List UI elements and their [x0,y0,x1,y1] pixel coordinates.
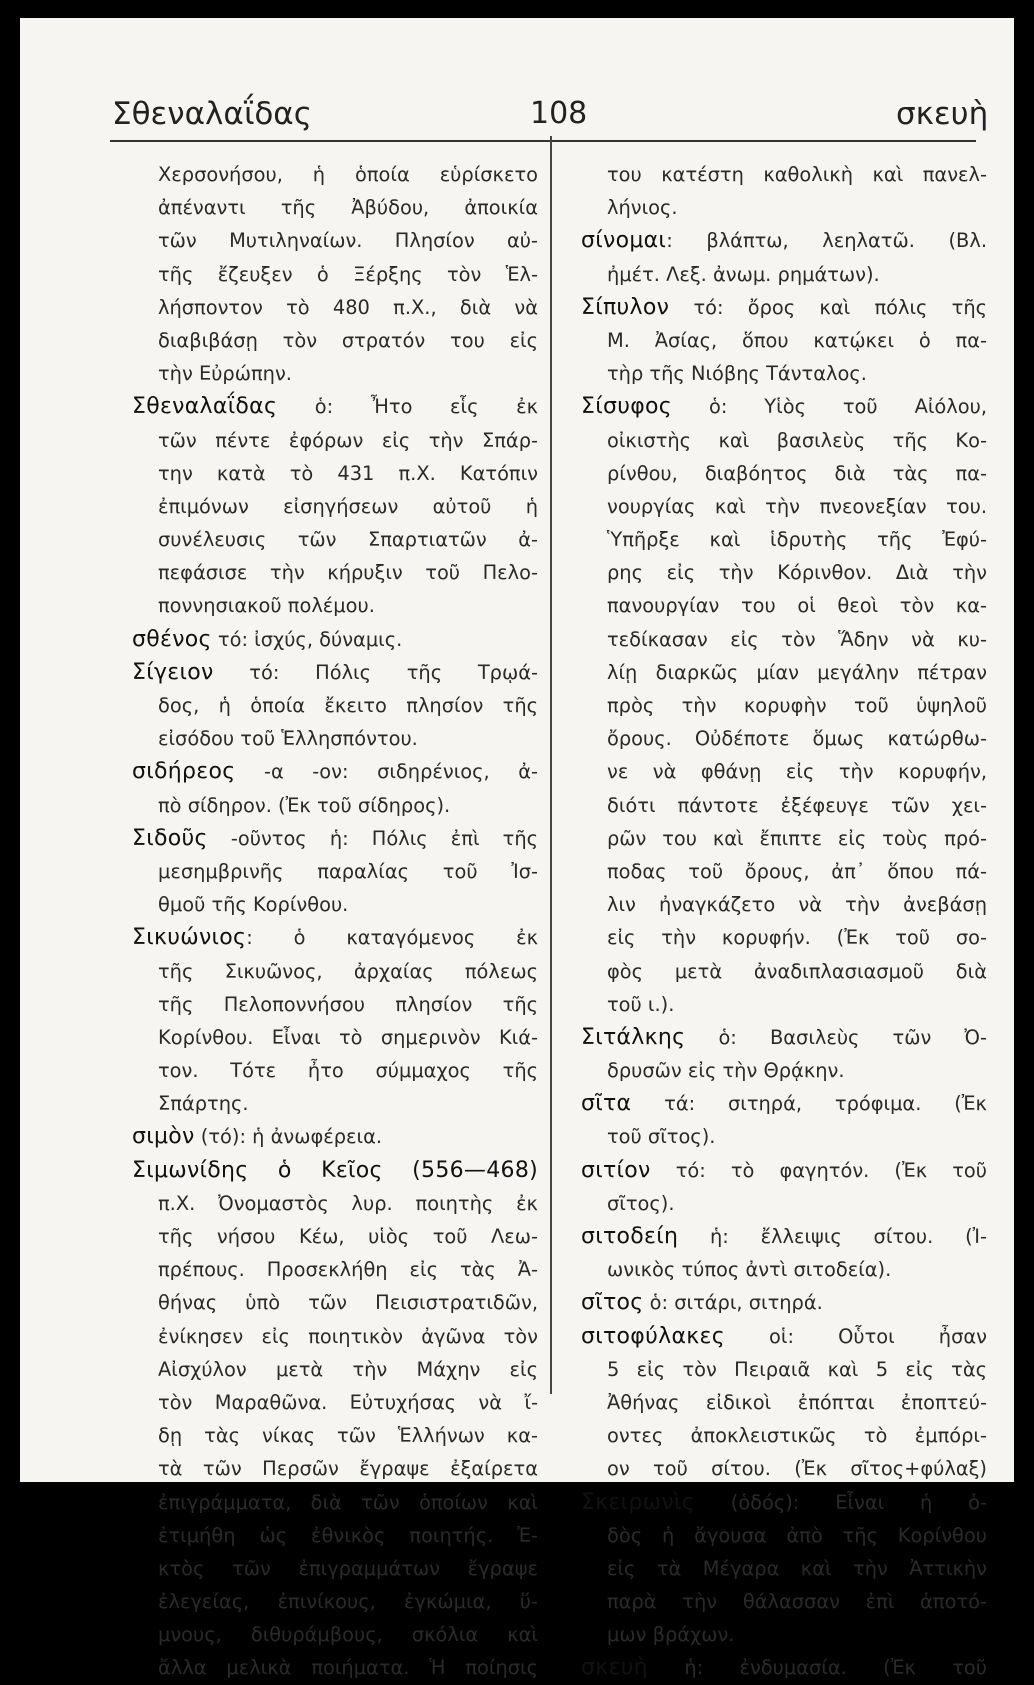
entry-text: ἐνίκησεν εἰς ποιητικὸν ἀγῶνα τὸν [158,1324,538,1348]
entry-headword: σιμὸν [132,1124,195,1150]
entry-headword: Σίπυλον [581,294,670,320]
entry-text: λήσποντον τὸ 480 π.Χ., διὰ νὰ [158,295,538,319]
entry-text: εἰς τὰ Μέγαρα καὶ τὴν Ἀττικὴν [607,1556,987,1580]
entry-text: τά: σιτηρά, τρόφιμα. (Ἐκ [631,1092,987,1116]
entry-text: ὁ: Υἱὸς τοῦ Αἰόλου, [672,395,987,419]
entry-text: εἰσόδου τοῦ Ἑλλησπόντου. [158,727,418,751]
header-rule [110,140,976,142]
entry-text: οἱ: Οὗτοι ἦσαν [724,1324,987,1348]
entry-line [581,523,987,556]
entry-headword: σκευὴ [581,1655,648,1681]
entry-text: τον. Τότε ἦτο σύμμαχος τῆς [158,1059,538,1083]
entry-line [581,457,987,490]
entry-line [581,589,987,622]
entry-text: τῶν Μυτιληναίων. Πλησίον αὐ- [158,229,538,253]
entry-text: ἄλλα μελικὰ ποιήματα. Ἡ ποίησις [158,1656,538,1680]
entry-text: οντες ἀποκλειστικῶς τὸ ἐμπόρι- [607,1424,987,1448]
entry-text: Ἀθήνας εἰδικοὶ ἐπόπται ἐποπτεύ- [607,1390,987,1414]
entry-line [581,921,987,954]
entry-text: τό: τὸ φαγητόν. (Ἐκ τοῦ [650,1158,987,1182]
entry-line [581,955,987,988]
entry-text: δῃ τὰς νίκας τῶν Ἑλλήνων κα- [158,1424,538,1448]
entry-text: τὸν Μαραθῶνα. Εὐτυχήσας νὰ ἴ- [158,1390,538,1414]
entry-text: λήνιος. [607,196,678,220]
entry-text: Ὑπῆρξε καὶ ἱδρυτὴς τῆς Ἐφύ- [607,528,987,552]
entry-line [132,1618,538,1651]
entry-text: θήνας ὑπὸ τῶν Πεισιστρατιδῶν, [158,1291,538,1315]
entry-text: διαβιβάσῃ τὸν στρατόν του εἰς [158,328,538,352]
entry-text: τὴρ τῆς Νιόβης Τάνταλος. [607,362,867,386]
entry-text: δος, ἡ ὁποία ἔκειτο πλησίον τῆς [158,694,538,717]
entry-text: θμοῦ τῆς Κορίνθου. [158,893,349,917]
entry-text: Σπάρτης. [158,1092,249,1116]
entry-line [132,1486,538,1519]
entry-line [132,291,538,324]
entry-line [581,855,987,888]
entry-text: τό: ἰσχύς, δύναμις. [211,627,403,651]
entry-line [132,1585,538,1618]
entry-text: ἐλεγείας, ἐπινίκους, ἐγκώμια, ὕ- [158,1590,538,1614]
entry-line [581,1386,987,1419]
entry-line [581,1618,987,1651]
entry-headword: σιτοδείη [581,1224,679,1249]
entry-text: ρῶν του καὶ ἔπιπτε εἰς τοὺς πρό- [607,826,987,850]
header-first-headword: Σθεναλαΐδας [112,96,312,132]
entry-line [132,955,538,988]
entry-line [132,1021,538,1054]
entry-text: ὁ: Βασιλεὺς τῶν Ὀ- [685,1025,987,1049]
entry-line [581,656,987,689]
entry-line [132,357,538,390]
entry-text: πρέπους. Προσεκλήθη εἰς τὰς Ἀ- [158,1258,538,1282]
entry-line [581,789,987,822]
entry-text: ποννησιακοῦ πολέμου. [158,594,375,618]
entry-line [132,1220,538,1253]
entry-line [132,822,538,855]
entry-text: Μ. Ἀσίας, ὅπου κατῴκει ὁ πα- [607,328,987,352]
entry-text: φὸς μετὰ ἀναδιπλασιασμοῦ διὰ [607,959,987,983]
entry-text: πανουργίαν του οἱ θεοὶ τὸν κα- [607,594,987,618]
entry-headword: σιδήρεος [132,759,236,785]
entry-headword: Σίγειον [132,659,214,685]
entry-line [581,1154,987,1187]
right-column [581,158,987,1685]
entry-text: -α -ον: σιδηρένιος, ἀ- [235,760,538,784]
entry-text: ἠμέτ. Λεξ. ἀνωμ. ρημάτων). [607,262,880,286]
left-column [132,158,538,1685]
entry-line [132,191,538,224]
entry-text: εἰς τὴν κορυφήν. (Ἐκ τοῦ σο- [607,926,987,950]
entry-line [132,258,538,291]
entry-text: ωνικὸς τύπος ἀντὶ σιτοδεία). [607,1258,892,1282]
entry-line [132,424,538,457]
entry-line [132,689,538,722]
entry-text: (ὁδός): Εἶναι ἡ ὁ- [694,1490,987,1514]
entry-line [581,1054,987,1087]
entry-line [132,1651,538,1684]
entry-line [132,1320,538,1353]
entry-text: : βλάπτω, λεηλατῶ. (Βλ. [666,229,987,253]
entry-line [132,1120,538,1153]
entry-headword: σίνομαι [581,228,667,254]
dictionary-page [20,18,1014,1681]
entry-text: τοῦ ι.). [607,992,675,1016]
entry-line [581,1220,987,1253]
entry-headword: σθένος [132,626,212,652]
entry-text: Χερσονήσου, ἡ ὁποία εὑρίσκετο [158,163,538,186]
entry-line [132,1552,538,1585]
entry-line [132,1087,538,1120]
entry-text: τό: ὄρος καὶ πόλις τῆς [669,295,987,319]
entry-text: ρίνθου, διαβόητος διὰ τὰς πα- [607,461,987,485]
entry-headword: Σιμωνίδης ὁ Κεῖος (556—468) [132,1157,538,1183]
entry-text: πρὸς τὴν κορυφὴν τοῦ ὑψηλοῦ [607,694,987,717]
entry-text: συνέλευσις τῶν Σπαρτιατῶν ἀ- [158,528,538,552]
entry-line [581,1120,987,1153]
entry-text: τῶν πέντε ἐφόρων εἰς τὴν Σπάρ- [158,428,538,452]
entry-headword: Σίσυφος [581,394,673,420]
entry-text: τό: Πόλις τῆς Τρῳά- [213,660,538,684]
entry-text: ποδας τοῦ ὄρους, ἀπ᾿ ὅπου πά- [607,859,987,883]
entry-line [581,1519,987,1552]
entry-text: μνους, διθυράμβους, σκόλια καὶ [158,1623,538,1647]
entry-line [581,1353,987,1386]
entry-text: οἰκιστὴς καὶ βασιλεὺς τῆς Κο- [607,428,987,452]
entry-text: δρυσῶν εἰς τὴν Θρᾴκην. [607,1059,845,1083]
entry-line [132,755,538,788]
entry-line [132,1452,538,1485]
entry-text: μων βράχων. [607,1623,735,1647]
entry-text: τῆς νήσου Κέω, υἱὸς τοῦ Λεω- [158,1225,538,1248]
entry-text: μεσημβρινῆς παραλίας τοῦ Ἰσ- [158,859,538,883]
entry-line [132,656,538,689]
entry-text: πεφάσισε τὴν κήρυξιν τοῦ Πελο- [158,561,538,585]
entry-line [581,324,987,357]
entry-line [132,523,538,556]
entry-text: ὁ: Ἦτο εἷς ἐκ [277,395,538,419]
entry-line [581,623,987,656]
entry-line [132,490,538,523]
entry-line [132,589,538,622]
entry-text: τῆς ἔζευξεν ὁ Ξέρξης τὸν Ἑλ- [158,262,538,286]
entry-line [581,1187,987,1220]
entry-text: ἐτιμήθη ὡς ἐθνικὸς ποιητής. Ἐ- [158,1523,538,1547]
entry-line [132,1253,538,1286]
entry-line [581,1286,987,1319]
entry-text: δὸς ἡ ἄγουσα ἀπὸ τῆς Κορίνθου [607,1523,987,1547]
entry-headword: σιτοφύλακες [581,1323,725,1349]
entry-line [581,1021,987,1054]
entry-line [132,158,538,191]
entry-line [581,755,987,788]
entry-text: τοῦ σῖτος). [607,1125,716,1149]
entry-text: ἀπέναντι τῆς Ἀβύδου, ἀποικία [158,196,538,220]
entry-line [581,390,987,423]
entry-line [132,789,538,822]
entry-line [581,490,987,523]
entry-headword: σῖτος [581,1290,644,1316]
entry-line [132,921,538,954]
entry-line [132,1386,538,1419]
entry-headword: Σκειρωνὶς [581,1489,695,1515]
entry-line [581,689,987,722]
entry-text: λιν ἠναγκάζετο νὰ τὴν ἀνεβάσῃ [607,893,987,917]
entry-headword: σιτίον [581,1157,651,1183]
entry-line [581,1552,987,1585]
entry-line [581,1320,987,1353]
entry-text: του κατέστη καθολικὴ καὶ πανελ- [607,163,987,186]
entry-line [581,1585,987,1618]
entry-line [132,1187,538,1220]
entry-line [132,1286,538,1319]
entry-line [581,424,987,457]
entry-text: -οῦντος ἡ: Πόλις ἐπὶ τῆς [207,826,538,850]
entry-text: κτὸς τῶν ἐπιγραμμάτων ἔγραψε [158,1556,538,1580]
entry-line [132,457,538,490]
entry-line [581,291,987,324]
entry-line [581,1253,987,1286]
entry-line [581,224,987,257]
entry-text: 5 εἰς τὸν Πειραιᾶ καὶ 5 εἰς τὰς [607,1357,987,1381]
entry-line [581,158,987,191]
entry-line [581,1452,987,1485]
entry-line [132,1353,538,1386]
entry-line [581,1486,987,1519]
entry-line [581,1087,987,1120]
page-number: 108 [530,96,588,131]
entry-headword: σῖτα [581,1091,632,1117]
entry-text: νε νὰ φθάνῃ εἰς τὴν κορυφήν, [607,760,987,784]
entry-line [581,888,987,921]
entry-text: τεδίκασαν εἰς τὸν Ἅδην νὰ κυ- [607,627,987,651]
entry-line [581,822,987,855]
entry-text: ὁ: σιτάρι, σιτηρά. [643,1291,823,1315]
entry-text: ἡ: ἔλλειψις σίτου. (Ἰ- [678,1225,987,1248]
entry-text: π.Χ. Ὀνομαστὸς λυρ. ποιητὴς ἐκ [158,1191,538,1215]
column-divider [550,136,552,1394]
entry-headword: Σικυώνιος [132,925,247,951]
entry-line [132,623,538,656]
entry-line [132,855,538,888]
entry-line [581,722,987,755]
entry-line [132,224,538,257]
entry-text: τὰ τῶν Περσῶν ἔγραψε ἐξαίρετα [158,1457,538,1481]
entry-text: την κατὰ τὸ 431 π.Χ. Κατόπιν [158,461,538,485]
entry-text: τὴν Εὐρώπην. [158,362,292,386]
entry-line [581,1419,987,1452]
entry-text: : ὁ καταγόμενος ἐκ [246,926,538,950]
entry-headword: Σιτάλκης [581,1024,686,1050]
entry-text: λίῃ διαρκῶς μίαν μεγάλην πέτραν [607,660,987,684]
entry-line [581,357,987,390]
entry-text: ὄρους. Οὐδέποτε ὅμως κατώρθω- [607,727,987,751]
entry-text: (τό): ἡ ἀνωφέρεια. [194,1125,383,1149]
entry-line [132,1154,538,1187]
entry-line [132,556,538,589]
entry-text: τῆς Πελοποννήσου πλησίον τῆς [158,992,538,1016]
entry-line [132,1419,538,1452]
entry-text: ον τοῦ σίτου. (Ἐκ σῖτος+φύλαξ) [607,1457,987,1481]
entry-text: διότι πάντοτε ἐξέφευγε τῶν χει- [607,793,987,817]
entry-text: τῆς Σικυῶνος, ἀρχαίας πόλεως [158,959,538,983]
entry-text: Κορίνθου. Εἶναι τὸ σημερινὸν Κιά- [158,1025,538,1049]
entry-line [132,1054,538,1087]
entry-text: Αἰσχύλον μετὰ τὴν Μάχην εἰς [158,1357,538,1381]
entry-line [581,258,987,291]
entry-line [581,988,987,1021]
entry-line [132,1519,538,1552]
entry-text: νουργίας καὶ τὴν πνεονεξίαν του. [607,494,987,518]
entry-line [581,191,987,224]
entry-text: ἐπιγράμματα, διὰ τῶν ὁποίων καὶ [158,1490,538,1514]
entry-line [132,722,538,755]
entry-headword: Σιδοῦς [132,825,208,851]
entry-line [581,1651,987,1684]
entry-line [132,988,538,1021]
entry-line [581,556,987,589]
header-last-headword: σκευὴ [896,96,989,132]
entry-line [132,390,538,423]
entry-text: παρὰ τὴν θάλασσαν ἐπὶ ἀποτό- [607,1590,987,1614]
entry-headword: Σθεναλαΐδας [132,394,278,420]
entry-text: ἐπιμόνων εἰσηγήσεων αὐτοῦ ἡ [158,494,538,518]
entry-text: ρης εἰς τὴν Κόρινθον. Διὰ τὴν [607,561,987,585]
entry-text: σῖτος). [607,1191,675,1215]
entry-text: πὸ σίδηρον. (Ἐκ τοῦ σίδηρος). [158,793,451,817]
entry-line [132,888,538,921]
entry-text: ἡ: ἐνδυμασία. (Ἐκ τοῦ [647,1656,987,1680]
entry-line [132,324,538,357]
